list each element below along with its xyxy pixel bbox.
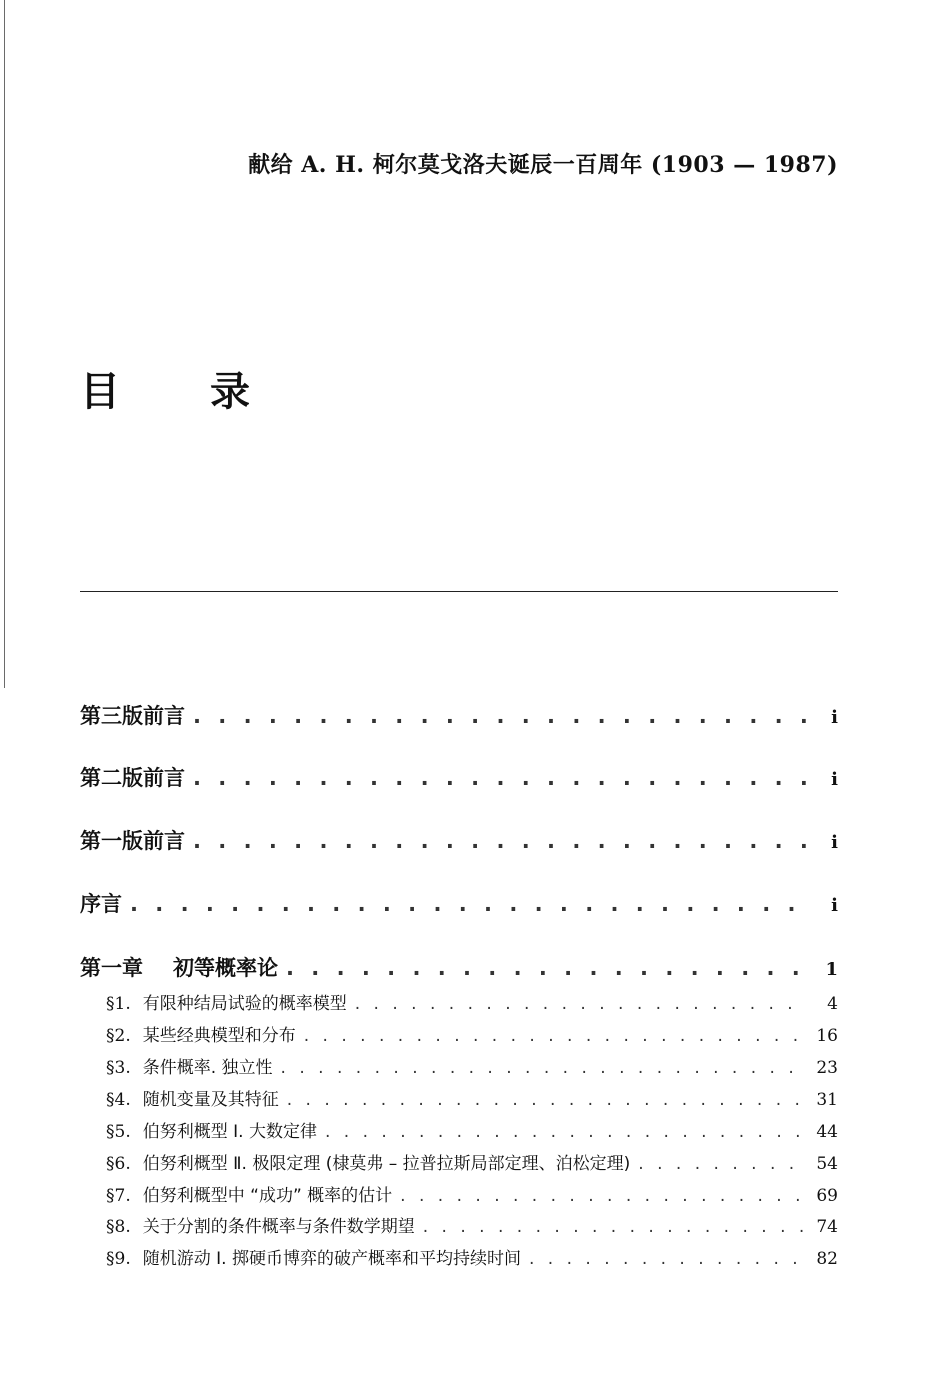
- section-number: §8.: [106, 1217, 131, 1237]
- toc-entry-section[interactable]: [106, 1212, 838, 1237]
- section-label: [106, 1053, 273, 1078]
- leader-dots: [193, 829, 806, 853]
- section-title: 有限种结局试验的概率模型: [142, 994, 347, 1014]
- leader-dots: [287, 1090, 805, 1110]
- section-number: §1.: [106, 994, 131, 1014]
- toc-entry-title: 第三版前言: [80, 704, 185, 728]
- toc-entry-section[interactable]: [106, 1181, 838, 1206]
- leader-dots: [281, 1058, 805, 1078]
- toc-entry-page: 69: [816, 1186, 838, 1206]
- toc-entry-preface-1st[interactable]: [80, 825, 838, 855]
- toc-entry-title: 第一版前言: [80, 829, 185, 853]
- toc-entry-page: 44: [816, 1122, 838, 1142]
- dedication: 献给 A. H. 柯尔莫戈洛夫诞辰一百周年 (1903 — 1987): [248, 152, 838, 178]
- toc-entry-preface-3rd[interactable]: [80, 700, 838, 730]
- toc-entry-page: 74: [816, 1217, 838, 1237]
- leader-dots: [400, 1186, 804, 1206]
- toc-entry-section[interactable]: [106, 1244, 838, 1269]
- section-number: §7.: [106, 1186, 131, 1206]
- section-title: 随机游动 I. 掷硬币博弈的破产概率和平均持续时间: [142, 1249, 521, 1269]
- toc-entry-page: 31: [816, 1090, 838, 1110]
- chapter-title: 初等概率论: [173, 956, 278, 980]
- toc-entry-introduction[interactable]: [80, 888, 838, 918]
- section-number: §4.: [106, 1090, 131, 1110]
- toc-entry-section[interactable]: [106, 1053, 838, 1078]
- section-number: §2.: [106, 1026, 131, 1046]
- toc-heading-part2: 录: [210, 369, 250, 415]
- toc-entry-title: 第二版前言: [80, 766, 185, 790]
- toc-entry-section[interactable]: [106, 1021, 838, 1046]
- section-number: §6.: [106, 1154, 131, 1174]
- heading-rule: [80, 591, 838, 592]
- toc-entry-page: 54: [816, 1154, 838, 1174]
- section-label: [106, 1244, 521, 1269]
- section-label: [106, 1149, 630, 1174]
- section-title: 伯努利概型 I. 大数定律: [142, 1122, 317, 1142]
- toc-entry-page: 82: [816, 1249, 838, 1269]
- leader-dots: [423, 1217, 805, 1237]
- leader-dots: [304, 1026, 805, 1046]
- section-label: [106, 989, 347, 1014]
- toc-entry-page: i: [831, 707, 838, 728]
- toc-entry-page: 4: [827, 994, 838, 1014]
- section-title: 关于分割的条件概率与条件数学期望: [142, 1217, 415, 1237]
- toc-entry-chapter-1[interactable]: [80, 952, 838, 982]
- toc-entry-page: i: [831, 895, 838, 916]
- toc-entry-section[interactable]: [106, 989, 838, 1014]
- section-title: 随机变量及其特征: [142, 1090, 279, 1110]
- chapter-label: [80, 952, 278, 982]
- leader-dots: [286, 956, 806, 980]
- section-title: 某些经典模型和分布: [142, 1026, 296, 1046]
- section-label: [106, 1085, 279, 1110]
- section-title: 伯努利概型 Ⅱ. 极限定理 (棣莫弗 – 拉普拉斯局部定理、泊松定理): [142, 1154, 631, 1174]
- section-label: [106, 1021, 296, 1046]
- leader-dots: [638, 1154, 804, 1174]
- section-label: [106, 1181, 392, 1206]
- section-label: [106, 1117, 317, 1142]
- section-label: [106, 1212, 415, 1237]
- toc-entry-page: i: [831, 769, 838, 790]
- toc-heading-part1: 目: [80, 369, 120, 415]
- page-edge-line: [4, 0, 5, 688]
- toc-entry-page: i: [831, 832, 838, 853]
- toc-entry-section[interactable]: [106, 1085, 838, 1110]
- leader-dots: [193, 766, 806, 790]
- toc-entry-section[interactable]: [106, 1149, 838, 1174]
- leader-dots: [193, 704, 806, 728]
- section-title: 伯努利概型中 “成功” 概率的估计: [142, 1186, 393, 1206]
- section-number: §9.: [106, 1249, 131, 1269]
- toc-entry-preface-2nd[interactable]: [80, 762, 838, 792]
- section-number: §3.: [106, 1058, 131, 1078]
- leader-dots: [355, 994, 806, 1014]
- section-number: §5.: [106, 1122, 131, 1142]
- toc-entry-page: 1: [825, 959, 838, 980]
- toc-entry-page: 23: [816, 1058, 838, 1078]
- toc-entry-title: 序言: [80, 892, 122, 916]
- toc-entry-page: 16: [816, 1026, 838, 1046]
- leader-dots: [325, 1122, 804, 1142]
- section-title: 条件概率. 独立性: [142, 1058, 273, 1078]
- chapter-number: 第一章: [80, 956, 143, 980]
- leader-dots: [130, 892, 806, 916]
- leader-dots: [529, 1249, 804, 1269]
- toc-entry-section[interactable]: [106, 1117, 838, 1142]
- toc-heading: [80, 360, 250, 417]
